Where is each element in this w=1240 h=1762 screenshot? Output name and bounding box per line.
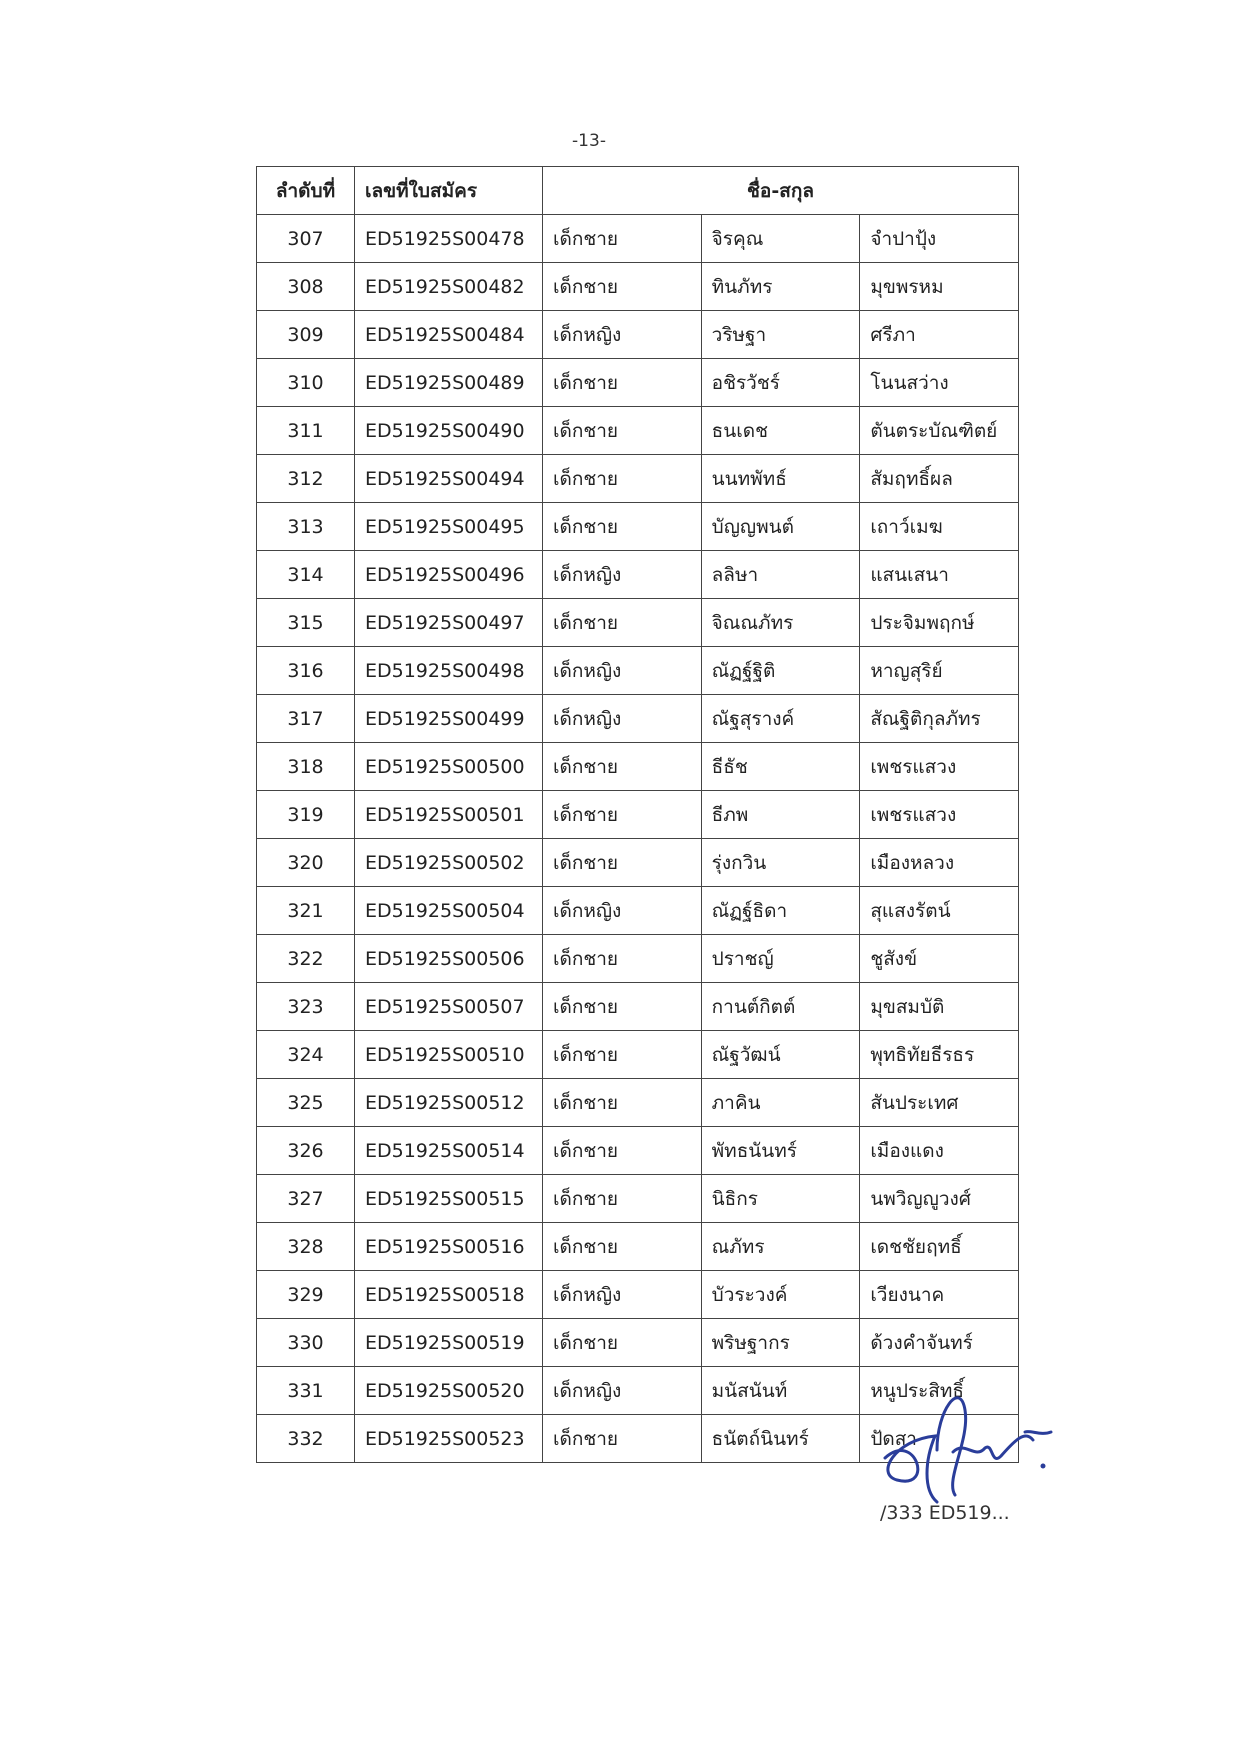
order-number-cell: 329 [257, 1271, 355, 1319]
order-number-cell: 312 [257, 455, 355, 503]
table-row [257, 1319, 1019, 1367]
last-name-cell: เวียงนาค [860, 1271, 1019, 1319]
table-row [257, 743, 1019, 791]
name-prefix-cell: เด็กชาย [543, 1127, 702, 1175]
first-name-cell: ภาคิน [701, 1079, 860, 1127]
last-name-cell: ตันตระบัณฑิตย์ [860, 407, 1019, 455]
application-number-cell: ED51925S00515 [355, 1175, 543, 1223]
last-name-cell: โนนสว่าง [860, 359, 1019, 407]
application-number-cell: ED51925S00510 [355, 1031, 543, 1079]
application-number-cell: ED51925S00502 [355, 839, 543, 887]
table-row [257, 215, 1019, 263]
application-number-cell: ED51925S00512 [355, 1079, 543, 1127]
name-prefix-cell: เด็กชาย [543, 263, 702, 311]
first-name-cell: ปราชญ์ [701, 935, 860, 983]
header-order-number: ลำดับที่ [257, 167, 355, 215]
name-prefix-cell: เด็กหญิง [543, 695, 702, 743]
name-prefix-cell: เด็กชาย [543, 407, 702, 455]
last-name-cell: ชูสังข์ [860, 935, 1019, 983]
name-prefix-cell: เด็กชาย [543, 503, 702, 551]
order-number-cell: 327 [257, 1175, 355, 1223]
header-application-number: เลขที่ใบสมัคร [355, 167, 543, 215]
order-number-cell: 308 [257, 263, 355, 311]
name-prefix-cell: เด็กชาย [543, 599, 702, 647]
name-prefix-cell: เด็กหญิง [543, 1367, 702, 1415]
application-number-cell: ED51925S00489 [355, 359, 543, 407]
last-name-cell: เถาว์เมฆ [860, 503, 1019, 551]
table-row [257, 983, 1019, 1031]
last-name-cell: เพชรแสวง [860, 743, 1019, 791]
last-name-cell: เดชชัยฤทธิ์ [860, 1223, 1019, 1271]
order-number-cell: 320 [257, 839, 355, 887]
name-prefix-cell: เด็กหญิง [543, 1271, 702, 1319]
first-name-cell: ณัฏฐ์ธิดา [701, 887, 860, 935]
name-prefix-cell: เด็กชาย [543, 1319, 702, 1367]
last-name-cell: จำปาปุ้ง [860, 215, 1019, 263]
last-name-cell: หนูประสิทธิ์ [860, 1367, 1019, 1415]
first-name-cell: มนัสนันท์ [701, 1367, 860, 1415]
application-number-cell: ED51925S00507 [355, 983, 543, 1031]
table-row [257, 551, 1019, 599]
order-number-cell: 325 [257, 1079, 355, 1127]
header-full-name: ชื่อ-สกุล [543, 167, 1019, 215]
last-name-cell: สัณฐิติกุลภัทร [860, 695, 1019, 743]
name-prefix-cell: เด็กชาย [543, 935, 702, 983]
name-prefix-cell: เด็กหญิง [543, 647, 702, 695]
table-row [257, 407, 1019, 455]
name-prefix-cell: เด็กชาย [543, 743, 702, 791]
name-prefix-cell: เด็กหญิง [543, 887, 702, 935]
last-name-cell: หาญสุริย์ [860, 647, 1019, 695]
order-number-cell: 326 [257, 1127, 355, 1175]
name-prefix-cell: เด็กชาย [543, 455, 702, 503]
name-prefix-cell: เด็กชาย [543, 839, 702, 887]
application-number-cell: ED51925S00478 [355, 215, 543, 263]
application-number-cell: ED51925S00496 [355, 551, 543, 599]
order-number-cell: 324 [257, 1031, 355, 1079]
application-number-cell: ED51925S00520 [355, 1367, 543, 1415]
table-row [257, 647, 1019, 695]
application-number-cell: ED51925S00519 [355, 1319, 543, 1367]
first-name-cell: พริษฐากร [701, 1319, 860, 1367]
application-number-cell: ED51925S00501 [355, 791, 543, 839]
first-name-cell: ธนเดช [701, 407, 860, 455]
table-row [257, 1079, 1019, 1127]
table-header-row [257, 167, 1019, 215]
table-row [257, 887, 1019, 935]
last-name-cell: สุแสงรัตน์ [860, 887, 1019, 935]
application-number-cell: ED51925S00506 [355, 935, 543, 983]
application-number-cell: ED51925S00495 [355, 503, 543, 551]
first-name-cell: วริษฐา [701, 311, 860, 359]
last-name-cell: เพชรแสวง [860, 791, 1019, 839]
last-name-cell: แสนเสนา [860, 551, 1019, 599]
last-name-cell: นพวิญญูวงศ์ [860, 1175, 1019, 1223]
application-number-cell: ED51925S00482 [355, 263, 543, 311]
first-name-cell: บัวระวงค์ [701, 1271, 860, 1319]
application-number-cell: ED51925S00514 [355, 1127, 543, 1175]
table-row [257, 791, 1019, 839]
continuation-note: /333 ED519... [880, 1502, 1010, 1524]
application-number-cell: ED51925S00516 [355, 1223, 543, 1271]
name-prefix-cell: เด็กชาย [543, 215, 702, 263]
order-number-cell: 307 [257, 215, 355, 263]
page-number: -13- [572, 131, 606, 151]
first-name-cell: จิรคุณ [701, 215, 860, 263]
first-name-cell: ลลิษา [701, 551, 860, 599]
table-row [257, 1271, 1019, 1319]
table-row [257, 503, 1019, 551]
last-name-cell: สัมฤทธิ์ผล [860, 455, 1019, 503]
last-name-cell: ด้วงคำจันทร์ [860, 1319, 1019, 1367]
last-name-cell: ประจิมพฤกษ์ [860, 599, 1019, 647]
name-prefix-cell: เด็กหญิง [543, 311, 702, 359]
last-name-cell: เมืองแดง [860, 1127, 1019, 1175]
first-name-cell: ธนัตถ์นินทร์ [701, 1415, 860, 1463]
table-row [257, 311, 1019, 359]
application-number-cell: ED51925S00504 [355, 887, 543, 935]
last-name-cell: มุขสมบัติ [860, 983, 1019, 1031]
table-body [257, 215, 1019, 1463]
application-number-cell: ED51925S00518 [355, 1271, 543, 1319]
table-row [257, 1223, 1019, 1271]
application-number-cell: ED51925S00523 [355, 1415, 543, 1463]
first-name-cell: ธีธัช [701, 743, 860, 791]
order-number-cell: 332 [257, 1415, 355, 1463]
last-name-cell: เมืองหลวง [860, 839, 1019, 887]
first-name-cell: ทินภัทร [701, 263, 860, 311]
name-prefix-cell: เด็กชาย [543, 359, 702, 407]
table-row [257, 695, 1019, 743]
application-number-cell: ED51925S00498 [355, 647, 543, 695]
name-prefix-cell: เด็กหญิง [543, 551, 702, 599]
last-name-cell: พุทธิทัยธีรธร [860, 1031, 1019, 1079]
name-prefix-cell: เด็กชาย [543, 983, 702, 1031]
order-number-cell: 317 [257, 695, 355, 743]
order-number-cell: 315 [257, 599, 355, 647]
order-number-cell: 314 [257, 551, 355, 599]
name-prefix-cell: เด็กชาย [543, 1079, 702, 1127]
table-row [257, 1031, 1019, 1079]
application-number-cell: ED51925S00490 [355, 407, 543, 455]
first-name-cell: กานต์กิตต์ [701, 983, 860, 1031]
order-number-cell: 322 [257, 935, 355, 983]
name-prefix-cell: เด็กชาย [543, 791, 702, 839]
order-number-cell: 319 [257, 791, 355, 839]
order-number-cell: 310 [257, 359, 355, 407]
last-name-cell: ปัดสา [860, 1415, 1019, 1463]
table-row [257, 599, 1019, 647]
order-number-cell: 311 [257, 407, 355, 455]
first-name-cell: ณัฏฐ์ฐิติ [701, 647, 860, 695]
table-row [257, 935, 1019, 983]
application-number-cell: ED51925S00494 [355, 455, 543, 503]
first-name-cell: รุ่งกวิน [701, 839, 860, 887]
name-prefix-cell: เด็กชาย [543, 1031, 702, 1079]
first-name-cell: ณัฐสุรางค์ [701, 695, 860, 743]
last-name-cell: สันประเทศ [860, 1079, 1019, 1127]
order-number-cell: 323 [257, 983, 355, 1031]
application-number-cell: ED51925S00499 [355, 695, 543, 743]
table-row [257, 263, 1019, 311]
order-number-cell: 321 [257, 887, 355, 935]
application-number-cell: ED51925S00484 [355, 311, 543, 359]
name-prefix-cell: เด็กชาย [543, 1175, 702, 1223]
first-name-cell: ณภัทร [701, 1223, 860, 1271]
order-number-cell: 330 [257, 1319, 355, 1367]
order-number-cell: 309 [257, 311, 355, 359]
order-number-cell: 331 [257, 1367, 355, 1415]
first-name-cell: นิธิกร [701, 1175, 860, 1223]
order-number-cell: 316 [257, 647, 355, 695]
table-row [257, 455, 1019, 503]
first-name-cell: จิณณภัทร [701, 599, 860, 647]
first-name-cell: บัญญพนต์ [701, 503, 860, 551]
order-number-cell: 313 [257, 503, 355, 551]
applicant-table [256, 166, 1019, 1463]
signature-mark [875, 1370, 1075, 1510]
first-name-cell: ณัฐวัฒน์ [701, 1031, 860, 1079]
first-name-cell: อชิรวัชร์ [701, 359, 860, 407]
table-row [257, 1127, 1019, 1175]
last-name-cell: มุขพรหม [860, 263, 1019, 311]
first-name-cell: ธีภพ [701, 791, 860, 839]
application-number-cell: ED51925S00497 [355, 599, 543, 647]
name-prefix-cell: เด็กชาย [543, 1415, 702, 1463]
name-prefix-cell: เด็กชาย [543, 1223, 702, 1271]
table-row [257, 359, 1019, 407]
order-number-cell: 318 [257, 743, 355, 791]
table-row [257, 839, 1019, 887]
order-number-cell: 328 [257, 1223, 355, 1271]
first-name-cell: พัทธนันทร์ [701, 1127, 860, 1175]
application-number-cell: ED51925S00500 [355, 743, 543, 791]
first-name-cell: นนทพัทธ์ [701, 455, 860, 503]
last-name-cell: ศรีภา [860, 311, 1019, 359]
table-row [257, 1175, 1019, 1223]
